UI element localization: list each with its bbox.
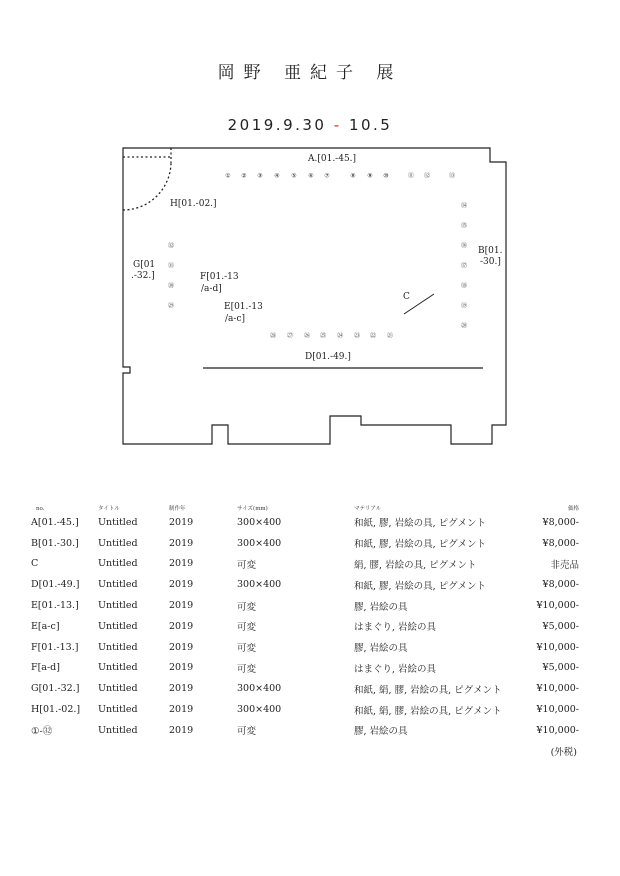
cell-title: Untitled [98, 620, 138, 632]
marker-7: ⑦ [324, 172, 330, 180]
cell-year: 2019 [169, 516, 194, 528]
marker-8: ⑧ [350, 172, 356, 180]
marker-17: ⑰ [460, 262, 468, 270]
marker-9: ⑨ [367, 172, 373, 180]
marker-27: ㉗ [286, 332, 294, 340]
cell-title: Untitled [98, 724, 138, 736]
tax-note: (外税) [550, 747, 577, 758]
marker-11: ⑪ [407, 172, 415, 180]
cell-size: 可変 [237, 726, 257, 738]
date-end: 10.5 [348, 116, 393, 134]
table-row [31, 678, 579, 699]
marker-28: ㉘ [269, 332, 277, 340]
marker-31: ㉛ [167, 262, 175, 270]
cell-material: はまぐり, 岩絵の具 [354, 663, 437, 675]
marker-4: ④ [274, 172, 280, 180]
marker-6: ⑥ [308, 172, 314, 180]
marker-18: ⑱ [460, 282, 468, 290]
cell-price: ¥5,000- [542, 620, 579, 632]
cell-year: 2019 [169, 600, 194, 612]
cell-year: 2019 [169, 683, 194, 695]
cell-price: 非売品 [550, 559, 579, 571]
wall-label-f2: /a-d] [201, 284, 222, 294]
marker-26: ㉖ [303, 332, 311, 340]
marker-24: ㉔ [336, 332, 344, 340]
wall-label-g2: .-32.] [131, 271, 155, 281]
marker-12: ⑫ [423, 172, 431, 180]
cell-price: ¥10,000- [536, 600, 579, 612]
table-row [31, 637, 579, 658]
date-separator: - [333, 116, 342, 134]
cell-title: Untitled [98, 662, 138, 674]
cell-title: Untitled [98, 641, 138, 653]
works-table-body [31, 512, 579, 741]
header-year: 制作年 [169, 506, 186, 512]
marker-19: ⑲ [460, 302, 468, 310]
table-row [31, 554, 579, 575]
cell-size: 可変 [237, 622, 257, 634]
cell-no: B[01.-30.] [31, 537, 79, 549]
marker-2: ② [241, 172, 247, 180]
table-row [31, 595, 579, 616]
marker-1: ① [225, 172, 231, 180]
cell-size: 300×400 [237, 704, 282, 716]
header-price: 価格 [567, 506, 579, 512]
cell-year: 2019 [169, 620, 194, 632]
cell-size: 300×400 [237, 579, 282, 591]
header-material: マテリアル [354, 506, 382, 512]
cell-title: Untitled [98, 516, 138, 528]
door-swing [123, 163, 171, 210]
cell-price: ¥5,000- [542, 662, 579, 674]
cell-no: C [31, 558, 39, 570]
cell-title: Untitled [98, 579, 138, 591]
header-size: サイズ(mm) [237, 506, 268, 512]
cell-no: E[a-c] [31, 620, 60, 632]
cell-material: 和紙, 絹, 膠, 岩絵の具, ピグメント [354, 684, 502, 696]
marker-3: ③ [257, 172, 263, 180]
table-row [31, 658, 579, 679]
exhibition-title: 岡野 亜紀子 展 [217, 63, 403, 83]
cell-price: ¥8,000- [542, 579, 579, 591]
cell-year: 2019 [169, 641, 194, 653]
cell-material: 和紙, 絹, 膠, 岩絵の具, ピグメント [354, 705, 502, 717]
cell-no: H[01.-02.] [31, 704, 81, 716]
cell-no: E[01.-13.] [31, 600, 79, 612]
table-row [31, 533, 579, 554]
marker-16: ⑯ [460, 242, 468, 250]
cell-size: 300×400 [237, 683, 282, 695]
gallery-wall-outline [123, 148, 506, 444]
table-row [31, 720, 579, 741]
cell-size: 300×400 [237, 537, 282, 549]
cell-no: F[a-d] [31, 662, 60, 674]
cell-price: ¥8,000- [542, 537, 579, 549]
wall-label-f1: F[01.-13 [200, 272, 239, 282]
wall-label-a: A.[01.-45.] [308, 154, 357, 164]
cell-year: 2019 [169, 558, 194, 570]
marker-21: ㉑ [386, 332, 394, 340]
table-row [31, 512, 579, 533]
wall-label-h: H[01.-02.] [170, 199, 217, 209]
cell-material: 膠, 岩絵の具 [354, 726, 408, 738]
cell-title: Untitled [98, 704, 138, 716]
cell-title: Untitled [98, 600, 138, 612]
cell-title: Untitled [98, 537, 138, 549]
marker-29: ㉙ [167, 302, 175, 310]
cell-size: 可変 [237, 601, 257, 613]
header-no: no. [36, 506, 45, 512]
cell-material: 和紙, 膠, 岩絵の具, ピグメント [354, 518, 487, 530]
marker-10: ⑩ [383, 172, 389, 180]
cell-material: 膠, 岩絵の具 [354, 643, 408, 655]
cell-no: ①-㉜ [31, 726, 53, 738]
table-row [31, 616, 579, 637]
wall-label-c: C [403, 292, 410, 302]
cell-price: ¥10,000- [536, 704, 579, 716]
table-header-row [31, 494, 579, 512]
marker-20: ⑳ [460, 322, 468, 330]
cell-size: 可変 [237, 643, 257, 655]
works-table [31, 494, 579, 741]
table-row [31, 699, 579, 720]
marker-22: ㉒ [369, 332, 377, 340]
cell-price: ¥10,000- [536, 641, 579, 653]
cell-title: Untitled [98, 683, 138, 695]
cell-size: 可変 [237, 663, 257, 675]
cell-no: A[01.-45.] [31, 516, 79, 528]
cell-no: F[01.-13.] [31, 641, 79, 653]
cell-year: 2019 [169, 704, 194, 716]
marker-5: ⑤ [291, 172, 297, 180]
cell-title: Untitled [98, 558, 138, 570]
cell-material: 和紙, 膠, 岩絵の具, ピグメント [354, 539, 487, 551]
wall-label-b1: B[01. [478, 246, 503, 256]
marker-25: ㉕ [319, 332, 327, 340]
cell-material: 絹, 膠, 岩絵の具, ピグメント [354, 559, 477, 571]
cell-material: 膠, 岩絵の具 [354, 601, 408, 613]
wall-label-g1: G[01 [133, 260, 156, 270]
wall-label-d: D[01.-49.] [305, 352, 351, 362]
cell-year: 2019 [169, 537, 194, 549]
cell-material: はまぐり, 岩絵の具 [354, 622, 437, 634]
cell-price: ¥8,000- [542, 516, 579, 528]
wall-label-e1: E[01.-13 [224, 302, 263, 312]
marker-32: ㉜ [167, 242, 175, 250]
marker-13: ⑬ [448, 172, 456, 180]
table-row [31, 574, 579, 595]
date-start: 2019.9.30 [227, 116, 327, 134]
marker-14: ⑭ [460, 202, 468, 210]
cell-year: 2019 [169, 662, 194, 674]
cell-year: 2019 [169, 724, 194, 736]
cell-size: 300×400 [237, 516, 282, 528]
wall-label-b2: -30.] [480, 257, 501, 267]
cell-no: D[01.-49.] [31, 579, 80, 591]
marker-30: ㉚ [167, 282, 175, 290]
cell-price: ¥10,000- [536, 724, 579, 736]
cell-no: G[01.-32.] [31, 683, 80, 695]
marker-23: ㉓ [353, 332, 361, 340]
cell-price: ¥10,000- [536, 683, 579, 695]
cell-size: 可変 [237, 559, 257, 571]
marker-15: ⑮ [460, 222, 468, 230]
cell-year: 2019 [169, 579, 194, 591]
cell-material: 和紙, 膠, 岩絵の具, ピグメント [354, 580, 487, 592]
wall-label-e2: /a-c] [225, 314, 245, 324]
header-title: タイトル [98, 506, 120, 512]
